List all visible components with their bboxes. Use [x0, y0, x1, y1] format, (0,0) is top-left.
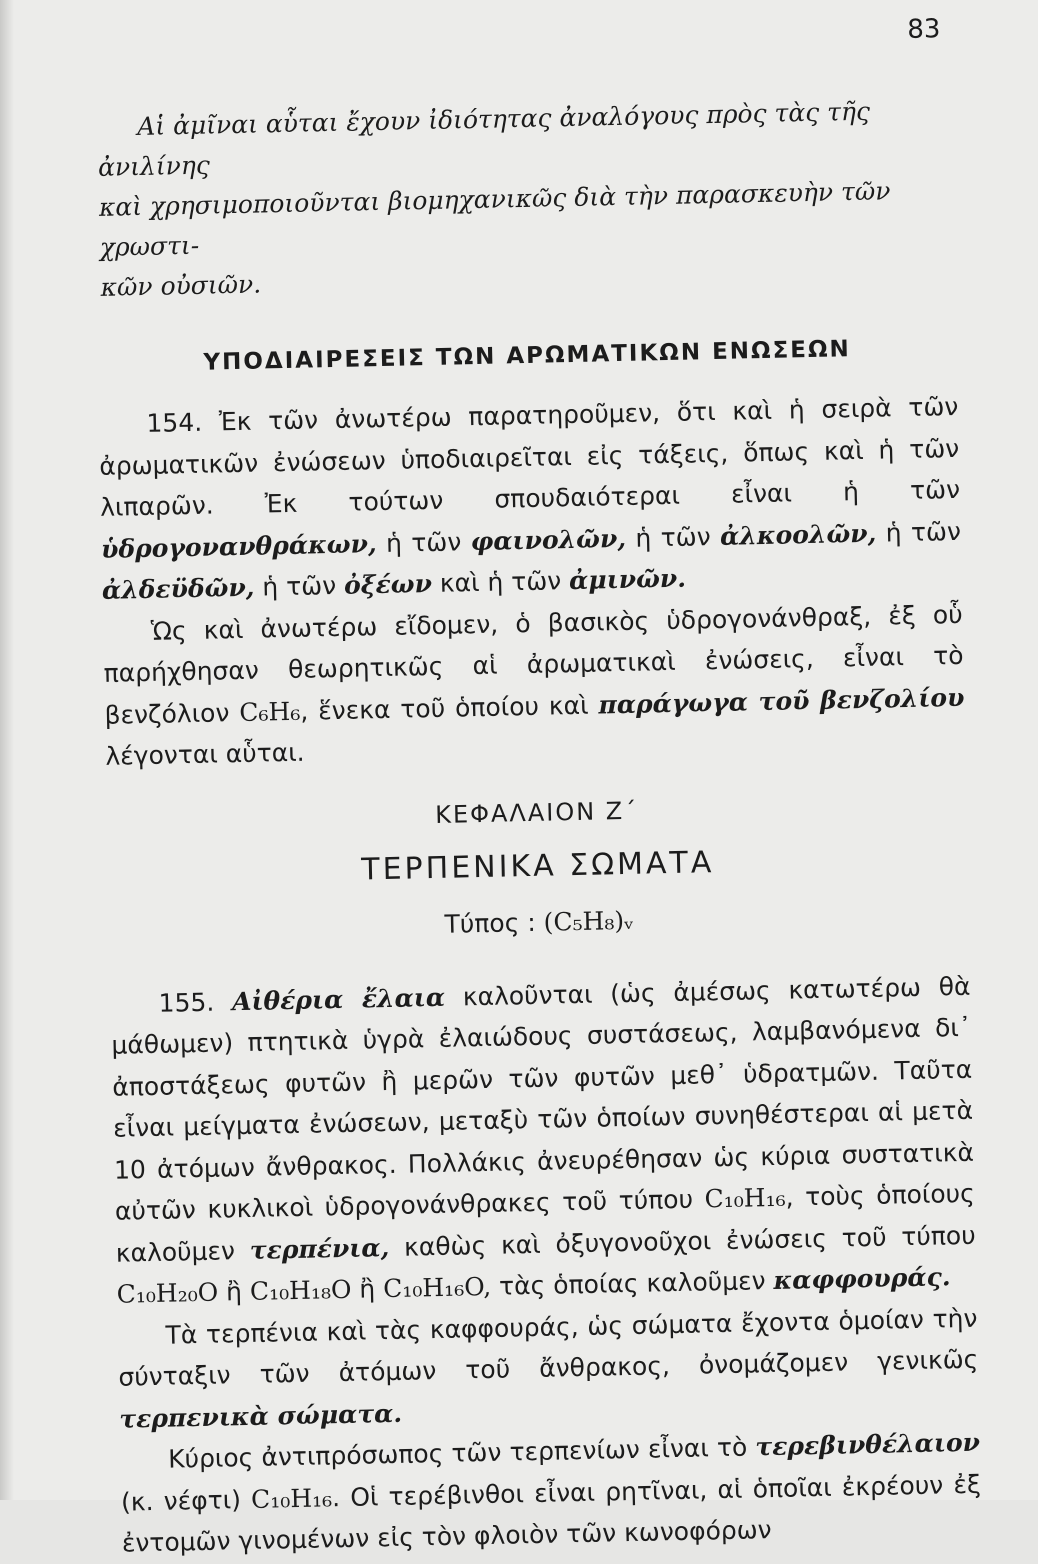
- emphasized-term: φαινολῶν,: [470, 523, 627, 556]
- paragraph-number: 155.: [158, 987, 215, 1018]
- paragraph-155: 155. Αἰθέρια ἔλαια καλοῦνται (ὡς ἀμέσως κατωτέρω θὰ μάθωμεν) πτητικὰ ὑγρὰ ἐλαιώδους συστάσεως, λαμβανόμενα δι᾿ ἀποστάξεως φυτῶν ἢ μερῶν τῶν φυτῶν μεθ᾿ ὑδρατμῶν. Ταῦτα εἶναι μείγματα ἐνώσεων, μεταξὺ τῶν ὁποίων συνηθέστεραι αἱ μετὰ 10 ἀτόμων ἄνθρακος. Πολλάκις ἀνευρέθησαν ὡς κύρια συστατικὰ αὐτῶν κυκλικοὶ ὑδρογονάνθρακες τοῦ τύπου C₁₀H₁₆, τοὺς ὁποίους καλοῦμεν τερπένια, καθὼς καὶ ὀξυγονοῦχοι ἐνώσεις τοῦ τύπου C₁₀H₂₀O ἢ C₁₀H₁₈O ἢ C₁₀H₁₆O, τὰς ὁποίας καλοῦμεν καφφουράς.: [111, 971, 976, 1309]
- page-number: 83: [906, 14, 941, 45]
- chemical-formula: C₁₀H₁₆: [704, 1182, 786, 1214]
- emphasized-term: Αἰθέρια ἔλαια: [231, 982, 446, 1016]
- chemical-formula: (C₅H₈)ᵥ: [543, 905, 634, 937]
- emphasized-term: τερπένια,: [249, 1232, 390, 1265]
- intro-line: κῶν οὐσιῶν.: [100, 269, 262, 302]
- formula-label: Τύπος :: [444, 907, 544, 939]
- chemical-formula: C₁₀H₁₆O,: [382, 1271, 492, 1304]
- chapter-label: ΚΕΦΑΛΑΙΟΝ Ζ΄: [434, 796, 639, 829]
- paragraph-turpentine: Κύριος ἀντιπρόσωπος τῶν τερπενίων εἶναι τὸ τερεβινθέλαιον (κ. νέφτι) C₁₀H₁₆. Οἱ τερέβινθοι εἶναι ρητῖναι, αἱ ὁποῖαι ἐκρέουν ἐξ ἐντομῶν γινομένων εἰς τὸν φλοιὸν τῶν κωνοφόρων: [120, 1427, 982, 1558]
- emphasized-term: τερεβινθέλαιον: [755, 1427, 981, 1462]
- emphasized-term: ἀλδεϋδῶν,: [101, 572, 255, 605]
- chemical-formula: C₁₀H₂₀O: [116, 1277, 219, 1309]
- page-content: [90, 2, 982, 1564]
- paragraph-terpenes: Τὰ τερπένια καὶ τὰς καφφουράς, ὡς σώματα ἔχοντα ὁμοίαν τὴν σύνταξιν τῶν ἀτόμων τοῦ ἄνθρακος, ὀνομάζομεν γενικῶς τερπενικὰ σώματα.: [118, 1303, 979, 1434]
- chapter-formula-line: [109, 898, 969, 945]
- chemical-formula: C₁₀H₁₈O: [249, 1274, 352, 1306]
- emphasized-term: καφφουράς.: [773, 1262, 951, 1295]
- emphasized-term: τερπενικὰ σώματα.: [118, 1398, 403, 1434]
- paragraph-benzene: Ὡς καὶ ἀνωτέρω εἴδομεν, ὁ βασικὸς ὑδρογονάνθραξ, ἐξ οὗ παρήχθησαν θεωρητικῶς αἱ ἀρωματικαὶ ἐνώσεις, εἶναι τὸ βενζόλιον C₆H₆, ἕνεκα τοῦ ὁποίου καὶ παράγωγα τοῦ βενζολίου λέγονται αὗται.: [103, 599, 965, 771]
- chemical-formula: C₁₀H₁₆: [250, 1482, 333, 1514]
- emphasized-term: παράγωγα τοῦ βενζολίου: [598, 682, 965, 719]
- intro-line: καὶ χρησιμοποιοῦνται βιομηχανικῶς διὰ τὴν παρασκευὴν τῶν χρωστι-: [98, 176, 891, 262]
- emphasized-term: ὀξέων: [343, 568, 433, 600]
- section-heading: ΥΠΟΔΙΑΙΡΕΣΕΙΣ ΤΩΝ ΑΡΩΜΑΤΙΚΩΝ ΕΝΩΣΕΩΝ: [203, 336, 852, 376]
- chemical-formula: C₆H₆: [239, 696, 301, 727]
- chapter-title: ΤΕΡΠΕΝΙΚΑ ΣΩΜΑΤΑ: [360, 844, 715, 888]
- emphasized-term: ἀμινῶν.: [568, 563, 687, 596]
- intro-line: Αἱ ἀμῖναι αὗται ἔχουν ἰδιότητας ἀναλόγους πρὸς τὰς τῆς ἀνιλίνης: [97, 96, 871, 182]
- emphasized-term: ὑδρογονανθράκων,: [100, 528, 377, 564]
- emphasized-term: ἀλκοολῶν,: [719, 518, 877, 551]
- paragraph-number: 154.: [146, 407, 203, 438]
- page-spine-shadow: [0, 0, 14, 1500]
- paragraph-154: 154. Ἐκ τῶν ἀνωτέρω παρατηροῦμεν, ὅτι καὶ ἡ σειρὰ τῶν ἀρωματικῶν ἐνώσεων ὑποδιαιρεῖται εἰς τάξεις, ὅπως καὶ ἡ τῶν λιπαρῶν. Ἐκ τούτων σπουδαιότεραι εἶναι ἡ τῶν ὑδρογονανθράκων, ἡ τῶν φαινολῶν, ἡ τῶν ἀλκοολῶν, ἡ τῶν ἀλδεϋδῶν, ἡ τῶν ὀξέων καὶ ἡ τῶν ἀμινῶν.: [99, 391, 962, 605]
- intro-paragraph: [92, 90, 956, 308]
